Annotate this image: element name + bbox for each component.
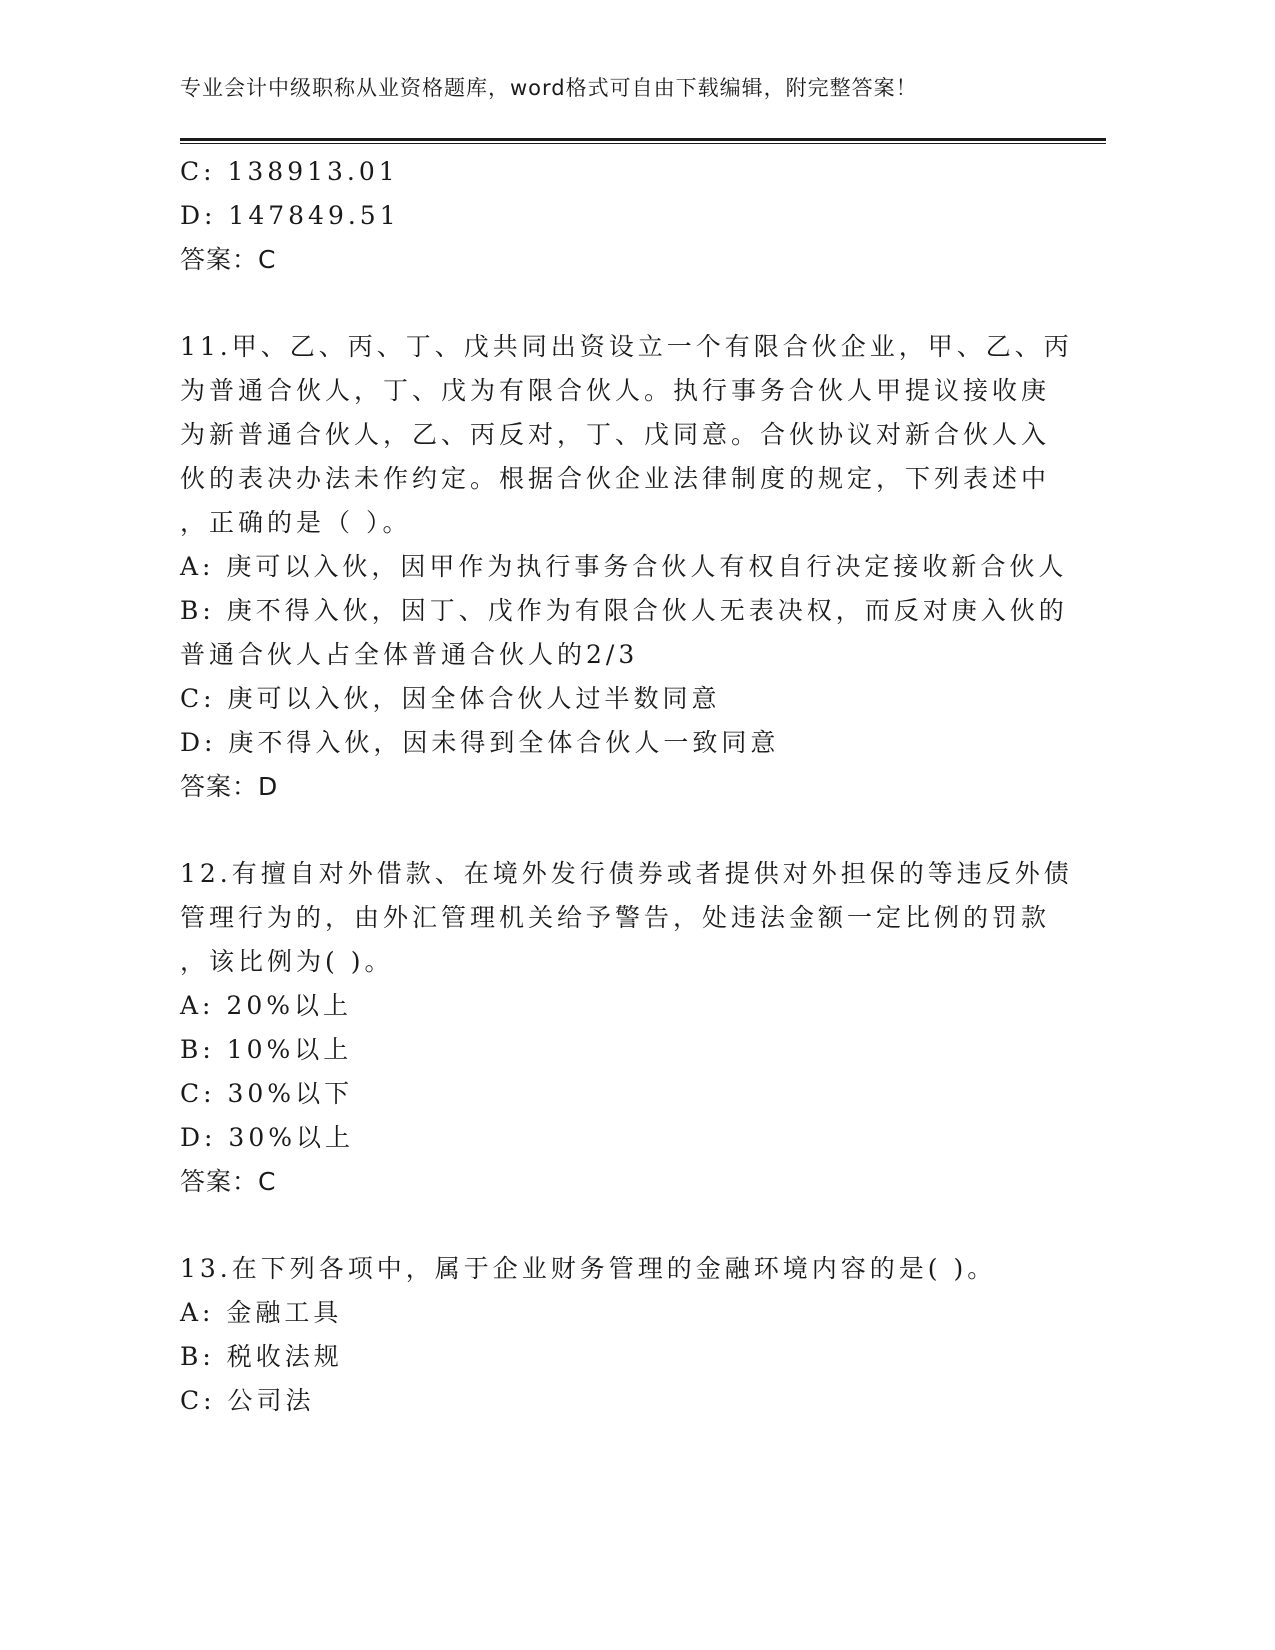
document-body xyxy=(180,150,1073,1423)
question-stem-line: 为普通合伙人，丁、戊为有限合伙人。执行事务合伙人甲提议接收庚 xyxy=(180,376,1051,405)
option-a: A: 金融工具 xyxy=(180,1298,343,1327)
option-a: A: 庚可以入伙，因甲作为执行事务合伙人有权自行决定接收新合伙人 xyxy=(180,552,1068,581)
option-b: B: 10%以上 xyxy=(180,1035,353,1064)
answer-line: 答案：D xyxy=(180,772,279,801)
question-gap xyxy=(180,809,1040,852)
question-stem-line: 13.在下列各项中，属于企业财务管理的金融环境内容的是( )。 xyxy=(180,1254,997,1283)
question-stem-line: ，该比例为( )。 xyxy=(180,947,394,976)
option-d: D: 147849.51 xyxy=(180,201,400,230)
header-rule-thick xyxy=(180,138,1106,141)
question-gap xyxy=(180,282,1040,325)
question-13 xyxy=(180,1247,1040,1423)
question-stem-line: 为新普通合伙人，乙、丙反对，丁、戊同意。合伙协议对新合伙人入 xyxy=(180,420,1051,449)
answer-line: 答案：C xyxy=(180,245,277,274)
question-stem-line: 12.有擅自对外借款、在境外发行债券或者提供对外担保的等违反外债 xyxy=(180,859,1073,888)
option-c: C: 138913.01 xyxy=(180,157,399,186)
option-c: C: 30%以下 xyxy=(180,1079,354,1108)
prev-question-block xyxy=(180,150,1040,282)
answer-line: 答案：C xyxy=(180,1167,277,1196)
option-d: D: 庚不得入伙，因未得到全体合伙人一致同意 xyxy=(180,728,780,757)
question-stem-line: ，正确的是（ ）。 xyxy=(180,508,412,537)
option-d: D: 30%以上 xyxy=(180,1123,354,1152)
question-gap xyxy=(180,1204,1040,1247)
page-header: 专业会计中级职称从业资格题库，word格式可自由下载编辑，附完整答案！ xyxy=(180,76,918,100)
question-11 xyxy=(180,325,1073,809)
option-b: B: 庚不得入伙，因丁、戊作为有限合伙人无表决权，而反对庚入伙的 xyxy=(180,596,1068,625)
option-c: C: 庚可以入伙，因全体合伙人过半数同意 xyxy=(180,684,721,713)
option-a: A: 20%以上 xyxy=(180,991,352,1020)
question-stem-line: 管理行为的，由外汇管理机关给予警告，处违法金额一定比例的罚款 xyxy=(180,903,1051,932)
header-rule-thin xyxy=(180,143,1106,144)
question-12 xyxy=(180,852,1073,1204)
option-b-continued: 普通合伙人占全体普通合伙人的2/3 xyxy=(180,640,639,669)
question-stem-line: 11.甲、乙、丙、丁、戊共同出资设立一个有限合伙企业，甲、乙、丙 xyxy=(180,332,1073,361)
question-stem-line: 伙的表决办法未作约定。根据合伙企业法律制度的规定，下列表述中 xyxy=(180,464,1051,493)
header-divider xyxy=(180,138,1106,144)
option-b: B: 税收法规 xyxy=(180,1342,343,1371)
option-c: C: 公司法 xyxy=(180,1386,315,1415)
